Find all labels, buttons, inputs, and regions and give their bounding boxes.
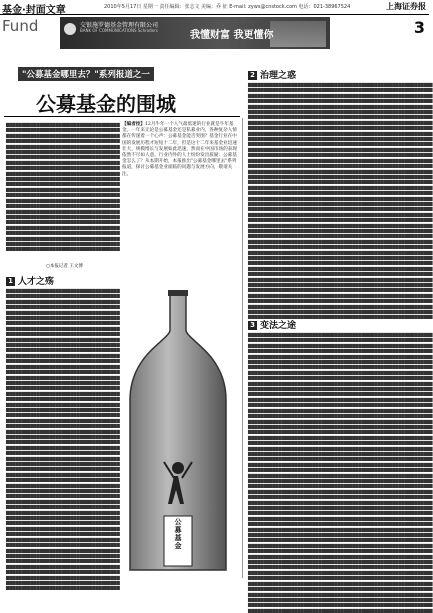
section-title: 变法之途 (260, 321, 297, 331)
body-text-block: ▇▇▇▇▇▇▇▇▇▇▇▇▇▇▇▇▇▇▇▇▇▇▇▇▇▇▇▇▇▇▇▇▇▇▇▇▇▇▇▇▇▇▇▇▇▇▇▇▇▇▇▇▇▇▇▇▇▇▇▇ ▇▇▇▇▇▇▇▇▇▇▇▇▇▇▇▇▇▇▇▇▇▇▇▇▇▇▇▇▇▇▇▇▇▇▇▇▇▇▇▇▇▇▇▇▇▇▇▇▇▇▇▇▇▇▇▇▇▇▇▇ ▇▇▇▇▇▇▇▇▇▇▇▇▇▇▇▇▇▇▇▇▇▇▇▇▇▇▇▇▇▇▇▇▇▇▇▇▇▇▇▇▇▇▇▇▇▇▇▇▇▇▇▇▇▇▇▇▇▇▇▇ ▇▇▇▇▇▇▇▇▇▇▇▇▇▇▇▇▇▇▇▇▇▇▇▇▇▇▇▇▇▇▇▇▇▇▇▇▇▇▇▇▇▇▇▇▇▇▇▇▇▇▇▇▇▇▇▇▇▇▇▇ ▇▇▇▇▇▇▇▇▇▇▇▇▇▇▇▇▇▇▇▇▇▇▇▇▇▇▇▇▇▇▇▇▇▇▇▇▇▇▇▇▇▇▇▇▇▇▇▇▇▇▇▇▇▇▇▇▇▇▇▇ ▇▇▇▇▇▇▇▇▇▇▇▇▇▇▇▇▇▇▇▇▇▇▇▇▇▇▇▇▇▇▇▇▇▇▇▇▇▇▇▇▇▇▇▇▇▇▇▇▇▇▇▇▇▇▇▇▇▇▇▇ ▇▇▇▇▇▇▇▇▇▇▇▇▇▇▇▇▇▇▇▇▇▇▇▇▇▇▇▇▇▇▇▇▇▇▇▇▇▇▇▇▇▇▇▇▇▇▇▇▇▇▇▇▇▇▇▇▇▇▇▇ ▇▇▇▇▇▇▇▇▇▇▇▇▇▇▇▇▇▇▇▇▇▇▇▇▇▇▇▇▇▇▇▇▇▇▇▇▇▇▇▇▇▇▇▇▇▇▇▇▇▇▇▇▇▇▇▇▇▇▇▇ ▇▇▇▇▇▇▇▇▇▇▇▇▇▇▇▇▇▇▇▇▇▇▇▇▇▇▇▇▇▇▇▇▇▇▇▇▇▇▇▇▇▇▇▇▇▇▇▇▇▇▇▇▇▇▇▇▇▇▇▇ ▇▇▇▇▇▇▇▇▇▇▇▇▇▇▇▇▇▇▇▇▇▇▇▇▇▇▇▇▇▇▇▇▇▇▇▇▇▇▇▇▇▇▇▇▇▇▇▇▇▇▇▇▇▇▇▇▇▇▇▇ ▇▇▇▇▇▇▇▇▇▇▇▇▇▇▇▇▇▇▇▇▇▇▇▇▇▇▇▇▇▇▇▇▇▇▇▇▇▇▇▇▇▇▇▇▇▇▇▇▇▇▇▇▇▇▇▇▇▇▇▇ ▇▇▇▇▇▇▇▇▇▇▇▇▇▇▇▇▇▇▇▇▇▇▇▇▇▇▇▇▇▇▇▇▇▇▇▇▇▇▇▇▇▇▇▇▇▇▇▇▇▇▇▇▇▇▇▇▇▇▇▇ ▇▇▇▇▇▇▇▇▇▇▇▇▇▇▇▇▇▇▇▇▇▇▇▇▇▇▇▇▇▇▇▇▇▇▇▇▇▇▇▇▇▇▇▇▇▇▇▇▇▇▇▇▇▇▇▇▇▇▇▇ ▇▇▇▇▇▇▇▇▇▇▇▇▇▇▇▇▇▇▇▇▇▇▇▇▇▇▇▇▇▇▇▇▇▇▇▇▇▇▇▇▇▇▇▇▇▇▇▇▇▇▇▇▇▇▇▇▇▇▇▇ ▇▇▇▇▇▇▇▇▇▇▇▇▇▇▇▇▇▇▇▇▇▇▇▇▇▇▇▇▇▇▇▇▇▇▇▇▇▇▇▇▇▇▇▇▇▇▇▇▇▇▇▇▇▇▇▇▇▇▇▇ ▇▇▇▇▇▇▇▇▇▇▇▇▇▇▇▇▇▇▇▇▇▇▇▇▇▇▇▇▇▇▇▇▇▇▇▇▇▇▇▇▇▇▇▇▇▇▇▇▇▇▇▇▇▇▇▇▇▇▇▇ ▇▇▇▇▇▇▇▇▇▇▇▇▇▇▇▇▇▇▇▇▇▇▇▇▇▇▇▇▇▇▇▇▇▇▇▇▇▇▇▇▇▇▇▇▇▇▇▇▇▇▇▇▇▇▇▇▇▇▇▇ ▇▇▇▇▇▇▇▇▇▇▇▇▇▇▇▇▇▇▇▇▇▇▇▇▇▇▇▇▇▇▇▇▇▇▇▇▇▇▇▇▇▇▇▇▇▇▇▇▇▇▇▇▇▇▇▇▇▇▇▇ ▇▇▇▇▇▇▇▇▇▇▇▇▇▇▇▇▇▇▇▇▇▇▇▇▇▇▇▇▇▇▇▇▇▇▇▇▇▇▇▇▇▇▇▇▇▇▇▇▇▇▇▇▇▇▇▇▇▇▇▇ ▇▇▇▇▇▇▇▇▇▇▇▇▇▇▇▇▇▇▇▇▇▇▇▇▇▇▇▇▇▇▇▇▇▇▇▇▇▇▇▇▇▇▇▇▇▇▇▇▇▇▇▇▇▇▇▇▇▇▇▇ ▇▇▇▇▇▇▇▇▇▇▇▇▇▇▇▇▇▇▇▇▇▇▇▇▇▇▇▇▇▇▇▇▇▇▇▇▇▇▇▇▇▇▇▇▇▇▇▇▇▇▇▇▇▇▇▇▇▇▇▇ ▇▇▇▇▇▇▇▇▇▇▇▇▇▇▇▇▇▇▇▇▇▇▇▇▇▇▇▇▇▇▇▇▇▇▇▇▇▇▇▇▇▇▇▇▇▇▇▇▇▇▇▇▇▇▇▇▇▇▇▇ ▇▇▇▇▇▇▇▇▇▇▇▇▇▇▇▇▇▇▇▇▇▇▇▇▇▇▇▇▇▇▇▇▇▇▇▇▇▇▇▇▇▇▇▇▇▇▇▇▇▇▇▇▇▇▇▇▇▇▇▇ ▇▇▇▇▇▇▇▇▇▇▇▇▇▇▇▇▇▇▇▇▇▇▇▇▇▇▇▇▇▇▇▇▇▇▇▇▇▇▇▇▇▇▇▇▇▇▇▇▇▇▇▇▇▇▇▇▇▇▇▇ ▇▇▇▇▇▇▇▇▇▇▇▇▇▇▇▇▇▇▇▇▇▇▇▇▇▇▇▇▇▇▇▇▇▇▇▇▇▇▇▇▇▇▇▇▇▇▇▇▇▇▇▇▇▇▇▇▇▇▇▇ ▇▇▇▇▇▇▇▇▇▇▇▇▇▇▇▇▇▇▇▇▇▇▇▇▇▇▇▇▇▇▇▇▇▇▇▇▇▇▇▇▇▇▇▇▇▇▇▇▇▇▇▇▇▇▇▇▇▇▇▇ ▇▇▇▇▇▇▇▇▇▇▇▇▇▇▇▇▇▇▇▇▇▇▇▇▇▇▇▇▇▇▇▇▇▇▇▇▇▇▇▇▇▇▇▇▇▇▇▇▇▇▇▇▇▇▇▇▇▇▇▇ ▇▇▇▇▇▇▇▇▇▇▇▇▇▇▇▇▇▇▇▇▇▇▇▇▇▇▇▇▇▇▇▇▇▇▇▇▇▇▇▇▇▇▇▇▇▇▇▇▇▇▇▇▇▇▇▇▇▇▇▇ ▇▇▇▇▇▇▇▇▇▇▇▇▇▇▇▇▇▇▇▇▇▇▇▇▇▇▇▇▇▇▇▇▇▇▇▇▇▇▇▇▇▇▇▇▇▇▇▇▇▇▇▇▇▇▇▇▇▇▇▇ ▇▇▇▇▇▇▇▇▇▇▇▇▇▇▇▇▇▇▇▇▇▇▇▇▇▇▇▇▇▇▇▇▇▇▇▇▇▇▇▇▇▇▇▇▇▇▇▇▇▇▇▇▇▇▇▇▇▇▇▇ ▇▇▇▇▇▇▇▇▇▇▇▇▇▇▇▇▇▇▇▇▇▇▇▇▇▇▇▇▇▇▇▇▇▇▇▇▇▇▇▇▇▇▇▇▇▇▇▇▇▇▇▇▇▇▇▇▇▇▇▇ ▇▇▇▇▇▇▇▇▇▇▇▇▇▇▇▇▇▇▇▇▇▇▇▇▇▇▇▇▇▇▇▇▇▇▇▇▇▇▇▇▇▇▇▇▇▇▇▇▇▇▇▇▇▇▇▇▇▇▇▇ ▇▇▇▇▇▇▇▇▇▇▇▇▇▇▇▇▇▇▇▇▇▇▇▇▇▇▇▇▇▇▇▇▇▇▇▇▇▇▇▇▇▇▇▇▇▇▇▇▇▇▇▇▇▇▇▇▇▇▇▇ ▇▇▇▇▇▇▇▇▇▇▇▇▇▇▇▇▇▇▇▇▇▇▇▇▇▇▇▇▇▇▇▇▇▇▇▇▇▇▇▇▇▇▇▇▇▇▇▇▇▇▇▇▇▇▇▇▇▇▇▇ ▇▇▇▇▇▇▇▇▇▇▇▇▇▇▇▇▇▇▇▇▇▇▇▇▇▇▇▇▇▇▇▇▇▇▇▇▇▇▇▇▇▇▇▇▇▇▇▇▇▇▇▇▇▇▇▇▇▇▇▇ ▇▇▇▇▇▇▇▇▇▇▇▇▇▇▇▇▇▇▇▇▇▇▇▇▇▇▇▇▇▇▇▇▇▇▇▇▇▇▇▇▇▇▇▇▇▇▇▇▇▇▇▇▇▇▇▇▇▇▇▇ ▇▇▇▇▇▇▇▇▇▇▇▇▇▇▇▇▇▇▇▇▇▇▇▇▇▇▇▇▇▇▇▇▇▇▇▇▇▇▇▇▇▇▇▇▇▇▇▇▇▇▇▇▇▇▇▇▇▇▇▇ ▇▇▇▇▇▇▇▇▇▇▇▇▇▇▇▇▇▇▇▇▇▇▇▇▇▇▇▇▇▇▇▇▇▇▇▇▇▇▇▇▇▇▇▇▇▇▇▇▇▇▇▇▇▇▇▇▇▇▇▇ ▇▇▇▇▇▇▇▇▇▇▇▇▇▇▇▇▇▇▇▇▇▇▇▇▇▇▇▇▇▇▇▇▇▇▇▇▇▇▇▇▇▇▇▇▇▇▇▇▇▇▇▇▇▇▇▇▇▇▇▇ ▇▇▇▇▇▇▇▇▇▇▇▇▇▇▇▇▇▇▇▇▇▇▇▇▇▇▇▇▇▇▇▇▇▇▇▇▇▇▇▇▇▇▇▇▇▇▇▇▇▇▇▇▇▇▇▇▇▇▇▇ ▇▇▇▇▇▇▇▇▇▇▇▇▇▇▇▇▇▇▇▇▇▇▇▇▇▇▇▇▇▇▇▇▇▇▇▇▇▇▇▇▇▇▇▇▇▇▇▇▇▇▇▇▇▇▇▇▇▇▇▇ ▇▇▇▇▇▇▇▇▇▇▇▇▇▇▇▇▇▇▇▇▇▇▇▇▇▇▇▇▇▇▇▇▇▇▇▇▇▇▇▇▇▇▇▇▇▇▇▇▇▇▇▇▇▇▇▇▇▇▇▇ ▇▇▇▇▇▇▇▇▇▇▇▇▇▇▇▇▇▇▇▇▇▇▇▇▇▇▇▇▇▇▇▇▇▇▇▇▇▇▇▇▇▇▇▇▇▇▇▇▇▇▇▇▇▇▇▇▇▇▇▇ ▇▇▇▇▇▇▇▇▇▇▇▇▇▇▇▇▇▇▇▇▇▇▇▇▇▇▇▇▇▇▇▇▇▇▇▇▇▇▇▇▇▇▇▇▇▇▇▇▇▇▇▇▇▇▇▇▇▇▇▇ (248, 82, 433, 320)
section-heading-3 (248, 318, 296, 331)
section-title: 基金·封面文章 (2, 5, 66, 16)
issue-meta: 2010年5月17日 星期一 责任编辑：张志文 美编：乔 征 E-mail: zyws@cnstock.com 电话：021-38967524 (104, 4, 351, 10)
company-logo-icon (64, 23, 76, 35)
series-label: "公募基金哪里去？"系列报道之一 (18, 67, 154, 81)
skyline-image (270, 21, 326, 47)
newspaper-name: 上海证券报 (386, 1, 426, 11)
headline: 公募基金的围城 (36, 92, 176, 116)
body-text-block: ▇▇▇▇▇▇▇▇▇▇▇▇▇▇▇▇▇▇▇▇▇▇▇▇▇▇▇▇▇▇▇▇▇▇▇▇▇▇▇▇▇▇▇▇▇▇▇▇▇▇▇▇▇▇▇▇▇▇▇▇ ▇▇▇▇▇▇▇▇▇▇▇▇▇▇▇▇▇▇▇▇▇▇▇▇▇▇▇▇▇▇▇▇▇▇▇▇▇▇▇▇▇▇▇▇▇▇▇▇▇▇▇▇▇▇▇▇▇▇▇▇ ▇▇▇▇▇▇▇▇▇▇▇▇▇▇▇▇▇▇▇▇▇▇▇▇▇▇▇▇▇▇▇▇▇▇▇▇▇▇▇▇▇▇▇▇▇▇▇▇▇▇▇▇▇▇▇▇▇▇▇▇ ▇▇▇▇▇▇▇▇▇▇▇▇▇▇▇▇▇▇▇▇▇▇▇▇▇▇▇▇▇▇▇▇▇▇▇▇▇▇▇▇▇▇▇▇▇▇▇▇▇▇▇▇▇▇▇▇▇▇▇▇ ▇▇▇▇▇▇▇▇▇▇▇▇▇▇▇▇▇▇▇▇▇▇▇▇▇▇▇▇▇▇▇▇▇▇▇▇▇▇▇▇▇▇▇▇▇▇▇▇▇▇▇▇▇▇▇▇▇▇▇▇ ▇▇▇▇▇▇▇▇▇▇▇▇▇▇▇▇▇▇▇▇▇▇▇▇▇▇▇▇▇▇▇▇▇▇▇▇▇▇▇▇▇▇▇▇▇▇▇▇▇▇▇▇▇▇▇▇▇▇▇▇ ▇▇▇▇▇▇▇▇▇▇▇▇▇▇▇▇▇▇▇▇▇▇▇▇▇▇▇▇▇▇▇▇▇▇▇▇▇▇▇▇▇▇▇▇▇▇▇▇▇▇▇▇▇▇▇▇▇▇▇▇ ▇▇▇▇▇▇▇▇▇▇▇▇▇▇▇▇▇▇▇▇▇▇▇▇▇▇▇▇▇▇▇▇▇▇▇▇▇▇▇▇▇▇▇▇▇▇▇▇▇▇▇▇▇▇▇▇▇▇▇▇ ▇▇▇▇▇▇▇▇▇▇▇▇▇▇▇▇▇▇▇▇▇▇▇▇▇▇▇▇▇▇▇▇▇▇▇▇▇▇▇▇▇▇▇▇▇▇▇▇▇▇▇▇▇▇▇▇▇▇▇▇ ▇▇▇▇▇▇▇▇▇▇▇▇▇▇▇▇▇▇▇▇▇▇▇▇▇▇▇▇▇▇▇▇▇▇▇▇▇▇▇▇▇▇▇▇▇▇▇▇▇▇▇▇▇▇▇▇▇▇▇▇ ▇▇▇▇▇▇▇▇▇▇▇▇▇▇▇▇▇▇▇▇▇▇▇▇▇▇▇▇▇▇▇▇▇▇▇▇▇▇▇▇▇▇▇▇▇▇▇▇▇▇▇▇▇▇▇▇▇▇▇▇ ▇▇▇▇▇▇▇▇▇▇▇▇▇▇▇▇▇▇▇▇▇▇▇▇▇▇▇▇▇▇▇▇▇▇▇▇▇▇▇▇▇▇▇▇▇▇▇▇▇▇▇▇▇▇▇▇▇▇▇▇ ▇▇▇▇▇▇▇▇▇▇▇▇▇▇▇▇▇▇▇▇▇▇▇▇▇▇▇▇▇▇▇▇▇▇▇▇▇▇▇▇▇▇▇▇▇▇▇▇▇▇▇▇▇▇▇▇▇▇▇▇ ▇▇▇▇▇▇▇▇▇▇▇▇▇▇▇▇▇▇▇▇▇▇▇▇▇▇▇▇▇▇▇▇▇▇▇▇▇▇▇▇▇▇▇▇▇▇▇▇▇▇▇▇▇▇▇▇▇▇▇▇ ▇▇▇▇▇▇▇▇▇▇▇▇▇▇▇▇▇▇▇▇▇▇▇▇▇▇▇▇▇▇▇▇▇▇▇▇▇▇▇▇▇▇▇▇▇▇▇▇▇▇▇▇▇▇▇▇▇▇▇▇ ▇▇▇▇▇▇▇▇▇▇▇▇▇▇▇▇▇▇▇▇▇▇▇▇▇▇▇▇▇▇▇▇▇▇▇▇▇▇▇▇▇▇▇▇▇▇▇▇▇▇▇▇▇▇▇▇▇▇▇▇ ▇▇▇▇▇▇▇▇▇▇▇▇▇▇▇▇▇▇▇▇▇▇▇▇▇▇▇▇▇▇▇▇▇▇▇▇▇▇▇▇▇▇▇▇▇▇▇▇▇▇▇▇▇▇▇▇▇▇▇▇ ▇▇▇▇▇▇▇▇▇▇▇▇▇▇▇▇▇▇▇▇▇▇▇▇▇▇▇▇▇▇▇▇▇▇▇▇▇▇▇▇▇▇▇▇▇▇▇▇▇▇▇▇▇▇▇▇▇▇▇▇ ▇▇▇▇▇▇▇▇▇▇▇▇▇▇▇▇▇▇▇▇▇▇▇▇▇▇▇▇▇▇▇▇▇▇▇▇▇▇▇▇▇▇▇▇▇▇▇▇▇▇▇▇▇▇▇▇▇▇▇▇ ▇▇▇▇▇▇▇▇▇▇▇▇▇▇▇▇▇▇▇▇▇▇▇▇▇▇▇▇▇▇▇▇▇▇▇▇▇▇▇▇▇▇▇▇▇▇▇▇▇▇▇▇▇▇▇▇▇▇▇▇ ▇▇▇▇▇▇▇▇▇▇▇▇▇▇▇▇▇▇▇▇▇▇▇▇▇▇▇▇▇▇▇▇▇▇▇▇▇▇▇▇▇▇▇▇▇▇▇▇▇▇▇▇▇▇▇▇▇▇▇▇ ▇▇▇▇▇▇▇▇▇▇▇▇▇▇▇▇▇▇▇▇▇▇▇▇▇▇▇▇▇▇▇▇▇▇▇▇▇▇▇▇▇▇▇▇▇▇▇▇▇▇▇▇▇▇▇▇▇▇▇▇ ▇▇▇▇▇▇▇▇▇▇▇▇▇▇▇▇▇▇▇▇▇▇▇▇▇▇▇▇▇▇▇▇▇▇▇▇▇▇▇▇▇▇▇▇▇▇▇▇▇▇▇▇▇▇▇▇▇▇▇▇ ▇▇▇▇▇▇▇▇▇▇▇▇▇▇▇▇▇▇▇▇▇▇▇▇▇▇▇▇▇▇▇▇▇▇▇▇▇▇▇▇▇▇▇▇▇▇▇▇▇▇▇▇▇▇▇▇▇▇▇▇ ▇▇▇▇▇▇▇▇▇▇▇▇▇▇▇▇▇▇▇▇▇▇▇▇▇▇▇▇▇▇▇▇▇▇▇▇▇▇▇▇▇▇▇▇▇▇▇▇▇▇▇▇▇▇▇▇▇▇▇▇ ▇▇▇▇▇▇▇▇▇▇▇▇▇▇▇▇▇▇▇▇▇▇▇▇▇▇▇▇▇▇▇▇▇▇▇▇▇▇▇▇▇▇▇▇▇▇▇▇▇▇▇▇▇▇▇▇▇▇▇▇ ▇▇▇▇▇▇▇▇▇▇▇▇▇▇▇▇▇▇▇▇▇▇▇▇▇▇▇▇▇▇▇▇▇▇▇▇▇▇▇▇▇▇▇▇▇▇▇▇▇▇▇▇▇▇▇▇▇▇▇▇ ▇▇▇▇▇▇▇▇▇▇▇▇▇▇▇▇▇▇▇▇▇▇▇▇▇▇▇▇▇▇▇▇▇▇▇▇▇▇▇▇▇▇▇▇▇▇▇▇▇▇▇▇▇▇▇▇▇▇▇▇ ▇▇▇▇▇▇▇▇▇▇▇▇▇▇▇▇▇▇▇▇▇▇▇▇▇▇▇▇▇▇▇▇▇▇▇▇▇▇▇▇▇▇▇▇▇▇▇▇▇▇▇▇▇▇▇▇▇▇▇▇ ▇▇▇▇▇▇▇▇▇▇▇▇▇▇▇▇▇▇▇▇▇▇▇▇▇▇▇▇▇▇▇▇▇▇▇▇▇▇▇▇▇▇▇▇▇▇▇▇▇▇▇▇▇▇▇▇▇▇▇▇ ▇▇▇▇▇▇▇▇▇▇▇▇▇▇▇▇▇▇▇▇▇▇▇▇▇▇▇▇▇▇▇▇▇▇▇▇▇▇▇▇▇▇▇▇▇▇▇▇▇▇▇▇▇▇▇▇▇▇▇▇ ▇▇▇▇▇▇▇▇▇▇▇▇▇▇▇▇▇▇▇▇▇▇▇▇▇▇▇▇▇▇▇▇▇▇▇▇▇▇▇▇▇▇▇▇▇▇▇▇▇▇▇▇▇▇▇▇▇▇▇▇ ▇▇▇▇▇▇▇▇▇▇▇▇▇▇▇▇▇▇▇▇▇▇▇▇▇▇▇▇▇▇▇▇▇▇▇▇▇▇▇▇▇▇▇▇▇▇▇▇▇▇▇▇▇▇▇▇▇▇▇▇ ▇▇▇▇▇▇▇▇▇▇▇▇▇▇▇▇▇▇▇▇▇▇▇▇▇▇▇▇▇▇▇▇▇▇▇▇▇▇▇▇▇▇▇▇▇▇▇▇▇▇▇▇▇▇▇▇▇▇▇▇ ▇▇▇▇▇▇▇▇▇▇▇▇▇▇▇▇▇▇▇▇▇▇▇▇▇▇▇▇▇▇▇▇▇▇▇▇▇▇▇▇▇▇▇▇▇▇▇▇▇▇▇▇▇▇▇▇▇▇▇▇ ▇▇▇▇▇▇▇▇▇▇▇▇▇▇▇▇▇▇▇▇▇▇▇▇▇▇▇▇▇▇▇▇▇▇▇▇▇▇▇▇▇▇▇▇▇▇▇▇▇▇▇▇▇▇▇▇▇▇▇▇ ▇▇▇▇▇▇▇▇▇▇▇▇▇▇▇▇▇▇▇▇▇▇▇▇▇▇▇▇▇▇▇▇▇▇▇▇▇▇▇▇▇▇▇▇▇▇▇▇▇▇▇▇▇▇▇▇▇▇▇▇ ▇▇▇▇▇▇▇▇▇▇▇▇▇▇▇▇▇▇▇▇▇▇▇▇▇▇▇▇▇▇▇▇▇▇▇▇▇▇▇▇▇▇▇▇▇▇▇▇▇▇▇▇▇▇▇▇▇▇▇▇ ▇▇▇▇▇▇▇▇▇▇▇▇▇▇▇▇▇▇▇▇▇▇▇▇▇▇▇▇▇▇▇▇▇▇▇▇▇▇▇▇▇▇▇▇▇▇▇▇▇▇▇▇▇▇▇▇▇▇▇▇ ▇▇▇▇▇▇▇▇▇▇▇▇▇▇▇▇▇▇▇▇▇▇▇▇▇▇▇▇▇▇▇▇▇▇▇▇▇▇▇▇▇▇▇▇▇▇▇▇▇▇▇▇▇▇▇▇▇▇▇▇ ▇▇▇▇▇▇▇▇▇▇▇▇▇▇▇▇▇▇▇▇▇▇▇▇▇▇▇▇▇▇▇▇▇▇▇▇▇▇▇▇▇▇▇▇▇▇▇▇▇▇▇▇▇▇▇▇▇▇▇▇ ▇▇▇▇▇▇▇▇▇▇▇▇▇▇▇▇▇▇▇▇▇▇▇▇▇▇▇▇▇▇▇▇▇▇▇▇▇▇▇▇▇▇▇▇▇▇▇▇▇▇▇▇▇▇▇▇▇▇▇▇ ▇▇▇▇▇▇▇▇▇▇▇▇▇▇▇▇▇▇▇▇▇▇▇▇▇▇▇▇▇▇▇▇▇▇▇▇▇▇▇▇▇▇▇▇▇▇▇▇▇▇▇▇▇▇▇▇▇▇▇▇ ▇▇▇▇▇▇▇▇▇▇▇▇▇▇▇▇▇▇▇▇▇▇▇▇▇▇▇▇▇▇▇▇▇▇▇▇▇▇▇▇▇▇▇▇▇▇▇▇▇▇▇▇▇▇▇▇▇▇▇▇ ▇▇▇▇▇▇▇▇▇▇▇▇▇▇▇▇▇▇▇▇▇▇▇▇▇▇▇▇▇▇▇▇▇▇▇▇▇▇▇▇▇▇▇▇▇▇▇▇▇▇▇▇▇▇▇▇▇▇▇▇ ▇▇▇▇▇▇▇▇▇▇▇▇▇▇▇▇▇▇▇▇▇▇▇▇▇▇▇▇▇▇▇▇▇▇▇▇▇▇▇▇▇▇▇▇▇▇▇▇▇▇▇▇▇▇▇▇▇▇▇▇ ▇▇▇▇▇▇▇▇▇▇▇▇▇▇▇▇▇▇▇▇▇▇▇▇▇▇▇▇▇▇▇▇▇▇▇▇▇▇▇▇▇▇▇▇▇▇▇▇▇▇▇▇▇▇▇▇▇▇▇▇ ▇▇▇▇▇▇▇▇▇▇▇▇▇▇▇▇▇▇▇▇▇▇▇▇▇▇▇▇▇▇▇▇▇▇▇▇▇▇▇▇▇▇▇▇▇▇▇▇▇▇▇▇▇▇▇▇▇▇▇▇ ▇▇▇▇▇▇▇▇▇▇▇▇▇▇▇▇▇▇▇▇▇▇▇▇▇▇▇▇▇▇▇▇▇▇▇▇▇▇▇▇▇▇▇▇▇▇▇▇▇▇▇▇▇▇▇▇▇▇▇▇ ▇▇▇▇▇▇▇▇▇▇▇▇▇▇▇▇▇▇▇▇▇▇▇▇▇▇▇▇▇▇▇▇▇▇▇▇▇▇▇▇▇▇▇▇▇▇▇▇▇▇▇▇▇▇▇▇▇▇▇▇ ▇▇▇▇▇▇▇▇▇▇▇▇▇▇▇▇▇▇▇▇▇▇▇▇▇▇▇▇▇▇▇▇▇▇▇▇▇▇▇▇▇▇▇▇▇▇▇▇▇▇▇▇▇▇▇▇▇▇▇▇ ▇▇▇▇▇▇▇▇▇▇▇▇▇▇▇▇▇▇▇▇▇▇▇▇▇▇▇▇▇▇▇▇▇▇▇▇▇▇▇▇▇▇▇▇▇▇▇▇▇▇▇▇▇▇▇▇▇▇▇▇ (248, 332, 433, 613)
ad-banner[interactable] (60, 17, 330, 49)
section-number: 1 (6, 277, 15, 286)
editor-note (122, 122, 238, 178)
banner-company-en: BANK OF COMMUNICATIONS Schroders (80, 28, 158, 33)
author-byline: ○本报记者 王文博 (46, 264, 83, 269)
editor-note-label: 【编者按】 (122, 122, 145, 127)
banner-company-cn: 交银施罗德基金管理有限公司 (80, 22, 159, 29)
section-heading-2 (248, 68, 296, 81)
section-title: 治理之惑 (260, 71, 297, 81)
column-divider (242, 118, 243, 578)
section-title: 人才之殇 (18, 277, 55, 287)
section-heading-1 (6, 274, 54, 287)
section-number: 2 (248, 71, 257, 80)
body-text-block: ▇▇▇▇▇▇▇▇▇▇▇▇▇▇▇▇▇▇▇▇▇▇▇▇▇▇▇▇▇▇▇▇▇▇▇▇▇ ▇▇▇▇▇▇▇▇▇▇▇▇▇▇▇▇▇▇▇▇▇▇▇▇▇▇▇▇▇▇▇▇▇▇▇▇▇ ▇▇▇▇▇▇▇▇▇▇▇▇▇▇▇▇▇▇▇▇▇▇▇▇▇▇▇▇▇▇▇▇▇▇▇▇▇ ▇▇▇▇▇▇▇▇▇▇▇▇▇▇▇▇▇▇▇▇▇▇▇▇▇▇▇▇▇▇▇▇▇▇▇▇▇ ▇▇▇▇▇▇▇▇▇▇▇▇▇▇▇▇▇▇▇▇▇▇▇▇▇▇▇▇▇▇▇▇▇▇▇▇▇ ▇▇▇▇▇▇▇▇▇▇▇▇▇▇▇▇▇▇▇▇▇▇▇▇▇▇▇▇▇▇▇▇▇▇▇▇▇ ▇▇▇▇▇▇▇▇▇▇▇▇▇▇▇▇▇▇▇▇▇▇▇▇▇▇▇▇▇▇▇▇▇▇▇▇▇ ▇▇▇▇▇▇▇▇▇▇▇▇▇▇▇▇▇▇▇▇▇▇▇▇▇▇▇▇▇▇▇▇▇▇▇▇▇ ▇▇▇▇▇▇▇▇▇▇▇▇▇▇▇▇▇▇▇▇▇▇▇▇▇▇▇▇▇▇▇▇▇▇▇▇▇ ▇▇▇▇▇▇▇▇▇▇▇▇▇▇▇▇▇▇▇▇▇▇▇▇▇▇▇▇▇▇▇▇▇▇▇▇▇ ▇▇▇▇▇▇▇▇▇▇▇▇▇▇▇▇▇▇▇▇▇▇▇▇▇▇▇▇▇▇▇▇▇▇▇▇▇ ▇▇▇▇▇▇▇▇▇▇▇▇▇▇▇▇▇▇▇▇▇▇▇▇▇▇▇▇▇▇▇▇▇▇▇▇▇ ▇▇▇▇▇▇▇▇▇▇▇▇▇▇▇▇▇▇▇▇▇▇▇▇▇▇▇▇▇▇▇▇▇▇▇▇▇ ▇▇▇▇▇▇▇▇▇▇▇▇▇▇▇▇▇▇▇▇▇▇▇▇▇▇▇▇▇▇▇▇▇▇▇▇▇ ▇▇▇▇▇▇▇▇▇▇▇▇▇▇▇▇▇▇▇▇▇▇▇▇▇▇▇▇▇▇▇▇▇▇▇▇▇ ▇▇▇▇▇▇▇▇▇▇▇▇▇▇▇▇▇▇▇▇▇▇▇▇▇▇▇▇▇▇▇▇▇▇▇▇▇ ▇▇▇▇▇▇▇▇▇▇▇▇▇▇▇▇▇▇▇▇▇▇▇▇▇▇▇▇▇▇▇▇▇▇▇▇▇ ▇▇▇▇▇▇▇▇▇▇▇▇▇▇▇▇▇▇▇▇▇▇▇▇▇▇▇▇▇▇▇▇▇▇▇▇▇ ▇▇▇▇▇▇▇▇▇▇▇▇▇▇▇▇▇▇▇▇▇▇▇▇▇▇▇▇▇▇▇▇▇▇▇▇▇ ▇▇▇▇▇▇▇▇▇▇▇▇▇▇▇▇▇▇▇▇▇▇▇▇▇▇▇▇▇▇▇▇▇▇▇▇▇ ▇▇▇▇▇▇▇▇▇▇▇▇▇▇▇▇▇▇▇▇▇▇▇▇▇▇▇▇▇▇▇▇▇▇▇▇▇ ▇▇▇▇▇▇▇▇▇▇▇▇▇▇▇▇▇▇▇▇▇▇▇▇▇▇▇▇▇▇▇▇▇▇▇▇▇ ▇▇▇▇▇▇▇▇▇▇▇▇▇▇▇▇▇▇▇▇▇▇▇▇▇▇▇▇▇▇▇▇▇▇▇▇▇ ▇▇▇▇▇▇▇▇▇▇▇▇▇▇▇▇▇▇▇▇▇▇▇▇▇▇▇▇▇▇▇▇▇▇▇▇▇ ▇▇▇▇▇▇▇▇▇▇▇▇▇▇▇▇▇▇▇▇▇▇▇▇▇▇▇▇▇▇▇▇▇▇▇▇▇ ▇▇▇▇▇▇▇▇▇▇▇▇▇▇▇▇▇▇▇▇▇▇▇▇▇▇▇▇▇▇▇▇▇▇▇▇▇ ▇▇▇▇▇▇▇▇▇▇▇▇▇▇▇▇▇▇▇▇▇▇▇▇▇▇▇▇▇▇▇▇▇▇▇▇▇ ▇▇▇▇▇▇▇▇▇▇▇▇▇▇▇▇▇▇▇▇▇▇▇▇▇▇▇▇▇▇▇▇▇▇▇▇▇ ▇▇▇▇▇▇▇▇▇▇▇▇▇▇▇▇▇▇▇▇▇▇▇▇▇▇▇▇▇▇▇▇▇▇▇▇▇ ▇▇▇▇▇▇▇▇▇▇▇▇▇▇▇▇▇▇▇▇▇▇▇▇▇▇▇▇▇▇▇▇▇▇▇▇▇ ▇▇▇▇▇▇▇▇▇▇▇▇▇▇▇▇▇▇▇▇▇▇▇▇▇▇▇▇▇▇▇▇▇▇▇▇▇ ▇▇▇▇▇▇▇▇▇▇▇▇▇▇▇▇▇▇▇▇▇▇▇▇▇▇▇▇▇▇▇▇▇▇▇▇▇ ▇▇▇▇▇▇▇▇▇▇▇▇▇▇▇▇▇▇▇▇▇▇▇▇▇▇▇▇▇▇▇▇▇▇▇▇▇ ▇▇▇▇▇▇▇▇▇▇▇▇▇▇▇▇▇▇▇▇▇▇▇▇▇▇▇▇▇▇▇▇▇▇▇▇▇ ▇▇▇▇▇▇▇▇▇▇▇▇▇▇▇▇▇▇▇▇▇▇▇▇▇▇▇▇▇▇▇▇▇▇▇▇▇ ▇▇▇▇▇▇▇▇▇▇▇▇▇▇▇▇▇▇▇▇▇▇▇▇▇▇▇▇▇▇▇▇▇▇▇▇▇ ▇▇▇▇▇▇▇▇▇▇▇▇▇▇▇▇▇▇▇▇▇▇▇▇▇▇▇▇▇▇▇▇▇▇▇▇▇ ▇▇▇▇▇▇▇▇▇▇▇▇▇▇▇▇▇▇▇▇▇▇▇▇▇▇▇▇▇▇▇▇▇▇▇▇▇ ▇▇▇▇▇▇▇▇▇▇▇▇▇▇▇▇▇▇▇▇▇▇▇▇▇▇▇▇▇▇▇▇▇▇▇▇▇ ▇▇▇▇▇▇▇▇▇▇▇▇▇▇▇▇▇▇▇▇▇▇▇▇▇▇▇▇▇▇▇▇▇▇▇▇▇ ▇▇▇▇▇▇▇▇▇▇▇▇▇▇▇▇▇▇▇▇▇▇▇▇▇▇▇▇▇▇▇▇▇▇▇▇▇ ▇▇▇▇▇▇▇▇▇▇▇▇▇▇▇▇▇▇▇▇▇▇▇▇▇▇▇▇▇▇▇▇▇▇▇▇▇ ▇▇▇▇▇▇▇▇▇▇▇▇▇▇▇▇▇▇▇▇▇▇▇▇▇▇▇▇▇▇▇▇▇▇▇▇▇ ▇▇▇▇▇▇▇▇▇▇▇▇▇▇▇▇▇▇▇▇▇▇▇▇▇▇▇▇▇▇▇▇▇▇▇▇▇ ▇▇▇▇▇▇▇▇▇▇▇▇▇▇▇▇▇▇▇▇▇▇▇▇▇▇▇▇▇▇▇▇▇▇▇▇▇ ▇▇▇▇▇▇▇▇▇▇▇▇▇▇▇▇▇▇▇▇▇▇▇▇▇▇▇▇▇▇▇▇▇▇▇▇▇ ▇▇▇▇▇▇▇▇▇▇▇▇▇▇▇▇▇▇▇▇▇▇▇▇▇▇▇▇▇▇▇▇▇▇▇▇▇ ▇▇▇▇▇▇▇▇▇▇▇▇▇▇▇▇▇▇▇▇▇▇▇▇▇▇▇▇▇▇▇▇▇▇▇▇▇ ▇▇▇▇▇▇▇▇▇▇▇▇▇▇▇▇▇▇▇▇▇▇▇▇▇▇▇▇▇▇▇▇▇▇▇▇▇ ▇▇▇▇▇▇▇▇▇▇▇▇▇▇▇▇▇▇▇▇▇▇▇▇▇▇▇▇▇▇▇▇▇▇▇▇▇ ▇▇▇▇▇▇▇▇▇▇▇▇▇▇▇▇▇▇▇▇▇▇▇▇▇▇▇▇▇▇▇▇▇▇▇▇▇ ▇▇▇▇▇▇▇▇▇▇▇▇▇▇▇▇▇▇▇▇▇▇▇▇▇▇▇▇▇▇▇▇▇▇▇▇▇ ▇▇▇▇▇▇▇▇▇▇▇▇▇▇▇▇▇▇▇▇▇▇▇▇▇▇▇▇▇▇▇▇▇▇▇▇▇ ▇▇▇▇▇▇▇▇▇▇▇▇▇▇▇▇▇▇▇▇▇▇▇▇▇▇▇▇▇▇▇▇▇▇▇▇▇ ▇▇▇▇▇▇▇▇▇▇▇▇▇▇▇▇▇▇▇▇▇▇▇▇▇▇▇▇▇▇▇▇▇▇▇▇▇ ▇▇▇▇▇▇▇▇▇▇▇▇▇▇▇▇▇▇▇▇▇▇▇▇▇▇▇▇▇▇▇▇▇▇▇▇▇ (6, 288, 120, 591)
divider (4, 116, 240, 117)
section-number: 3 (248, 321, 257, 330)
body-text-block: ▇▇▇▇▇▇▇▇▇▇▇▇▇▇▇▇▇▇▇▇▇▇▇▇▇▇▇▇▇▇▇▇▇▇▇▇▇ ▇▇▇▇▇▇▇▇▇▇▇▇▇▇▇▇▇▇▇▇▇▇▇▇▇▇▇▇▇▇▇▇▇▇▇▇▇ ▇▇▇▇▇▇▇▇▇▇▇▇▇▇▇▇▇▇▇▇▇▇▇▇▇▇▇▇▇▇▇▇▇▇▇▇▇ ▇▇▇▇▇▇▇▇▇▇▇▇▇▇▇▇▇▇▇▇▇▇▇▇▇▇▇▇▇▇▇▇▇▇▇▇▇ ▇▇▇▇▇▇▇▇▇▇▇▇▇▇▇▇▇▇▇▇▇▇▇▇▇▇▇▇▇▇▇▇▇▇▇▇▇ ▇▇▇▇▇▇▇▇▇▇▇▇▇▇▇▇▇▇▇▇▇▇▇▇▇▇▇▇▇▇▇▇▇▇▇▇▇ ▇▇▇▇▇▇▇▇▇▇▇▇▇▇▇▇▇▇▇▇▇▇▇▇▇▇▇▇▇▇▇▇▇▇▇▇▇ ▇▇▇▇▇▇▇▇▇▇▇▇▇▇▇▇▇▇▇▇▇▇▇▇▇▇▇▇▇▇▇▇▇▇▇▇▇ ▇▇▇▇▇▇▇▇▇▇▇▇▇▇▇▇▇▇▇▇▇▇▇▇▇▇▇▇▇▇▇▇▇▇▇▇▇ ▇▇▇▇▇▇▇▇▇▇▇▇▇▇▇▇▇▇▇▇▇▇▇▇▇▇▇▇▇▇▇▇▇▇▇▇▇ ▇▇▇▇▇▇▇▇▇▇▇▇▇▇▇▇▇▇▇▇▇▇▇▇▇▇▇▇▇▇▇▇▇▇▇▇▇ ▇▇▇▇▇▇▇▇▇▇▇▇▇▇▇▇▇▇▇▇▇▇▇▇▇▇▇▇▇▇▇▇▇▇▇▇▇ ▇▇▇▇▇▇▇▇▇▇▇▇▇▇▇▇▇▇▇▇▇▇▇▇▇▇▇▇▇▇▇▇▇▇▇▇▇ ▇▇▇▇▇▇▇▇▇▇▇▇▇▇▇▇▇▇▇▇▇▇▇▇▇▇▇▇▇▇▇▇▇▇▇▇▇ ▇▇▇▇▇▇▇▇▇▇▇▇▇▇▇▇▇▇▇▇▇▇▇▇▇▇▇▇▇▇▇▇▇▇▇▇▇ ▇▇▇▇▇▇▇▇▇▇▇▇▇▇▇▇▇▇▇▇▇▇▇▇▇▇▇▇▇▇▇▇▇▇▇▇▇ ▇▇▇▇▇▇▇▇▇▇▇▇▇▇▇▇▇▇▇▇▇▇▇▇▇▇▇▇▇▇▇▇▇▇▇▇▇ ▇▇▇▇▇▇▇▇▇▇▇▇▇▇▇▇▇▇▇▇▇▇▇▇▇▇▇▇▇▇▇▇▇▇▇▇▇ ▇▇▇▇▇▇▇▇▇▇▇▇▇▇▇▇▇▇▇▇▇▇▇▇▇▇▇▇▇▇▇▇▇▇▇▇▇ ▇▇▇▇▇▇▇▇▇▇▇▇▇▇▇▇▇▇▇▇▇▇▇▇▇▇▇▇▇▇▇▇▇▇▇▇▇ ▇▇▇▇▇▇▇▇▇▇▇▇▇▇▇▇▇▇▇▇▇▇▇▇▇▇▇▇▇▇▇▇▇▇▇▇▇ ▇▇▇▇▇▇▇▇▇▇▇▇▇▇▇▇▇▇▇▇▇▇▇▇▇▇▇▇▇▇▇▇▇▇▇▇▇ ▇▇▇▇▇▇▇▇▇▇▇▇▇▇▇▇▇▇▇▇▇▇▇▇▇▇▇▇▇▇▇▇▇▇▇▇▇ ▇▇▇▇▇▇▇▇▇▇▇▇▇▇▇▇▇▇▇▇▇▇▇▇▇▇▇▇▇▇▇▇▇▇▇▇▇ (6, 122, 120, 252)
bottle-label: 公募基金 (174, 518, 182, 550)
page-label: Fund (2, 17, 39, 35)
banner-slogan: 我懂财富 我更懂你 (190, 30, 274, 41)
editor-note-text: 12月牛年一个人气最低迷的行业就是牛年基金。一年来无论是公募基金还是私募业内，各种复杂人情都在传递着一个心声：公募基金能否突围？基金行业在中国的发展历程才短短十二年，但是这十二年来基金业迅速壮大，规模增长与发展如此迅速，然而在中国市场的表现依然不尽如人意。行业内外的人士纷纷发出质疑：公募基金怎么了？从本期开始，本报推出"公募基金哪里去"系列报道，探讨公募基金业面临的问题与发展方向，敬请关注。 (122, 122, 237, 177)
page-number: 3 (413, 18, 425, 37)
